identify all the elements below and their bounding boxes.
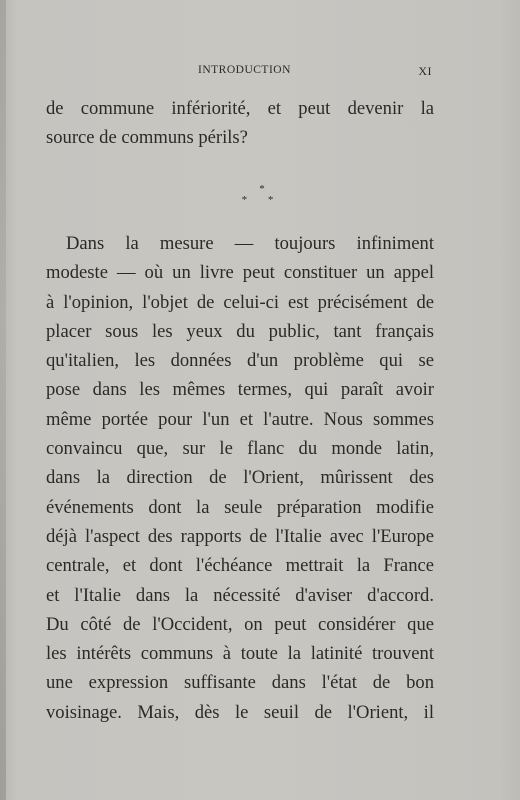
asterism-top: * [259, 183, 265, 195]
text-line: de commune infériorité, et peut devenir la [46, 98, 434, 119]
text-line: pose dans les mêmes termes, qui paraît avoir [46, 379, 434, 401]
text-line: une expression suffisante dans l'état de bon [46, 672, 434, 694]
page-number: XI [418, 64, 432, 78]
text-line: convaincu que, sur le flanc du monde latin, [46, 438, 434, 460]
text-line: Du côté de l'Occident, on peut considérer que [46, 613, 434, 635]
running-head [0, 64, 520, 80]
text-line: Dans la mesure — toujours infiniment [66, 233, 434, 254]
paragraph-continued [46, 94, 434, 153]
text-line: même portée pour l'un et l'autre. Nous sommes [46, 408, 434, 430]
asterism-bottom: * * [241, 194, 283, 206]
paragraph [46, 229, 434, 727]
text-line: à l'opinion, l'objet de celui-ci est précisément de [46, 291, 434, 313]
text-line: voisinage. Mais, dès le seuil de l'Orient, il [46, 701, 434, 723]
text-line: les intérêts communs à toute la latinité trouvent [46, 643, 434, 665]
text-line: déjà l'aspect des rapports de l'Italie avec l'Europe [46, 525, 434, 547]
running-title: INTRODUCTION [198, 64, 291, 76]
text-line: placer sous les yeux du public, tant français [46, 320, 434, 342]
section-separator [0, 184, 520, 214]
text-line: centrale, et dont l'échéance mettrait la France [46, 555, 434, 577]
text-line: et l'Italie dans la nécessité d'aviser d'accord. [46, 584, 434, 606]
text-line: modeste — où un livre peut constituer un appel [46, 262, 434, 284]
text-line: qu'italien, les données d'un problème qui se [46, 350, 434, 372]
text-line: dans la direction de l'Orient, mûrissent des [46, 467, 434, 489]
text-line: source de communs périls? [46, 127, 248, 149]
page-spine-shadow [0, 0, 6, 800]
text-line: événements dont la seule préparation modifie [46, 496, 434, 518]
